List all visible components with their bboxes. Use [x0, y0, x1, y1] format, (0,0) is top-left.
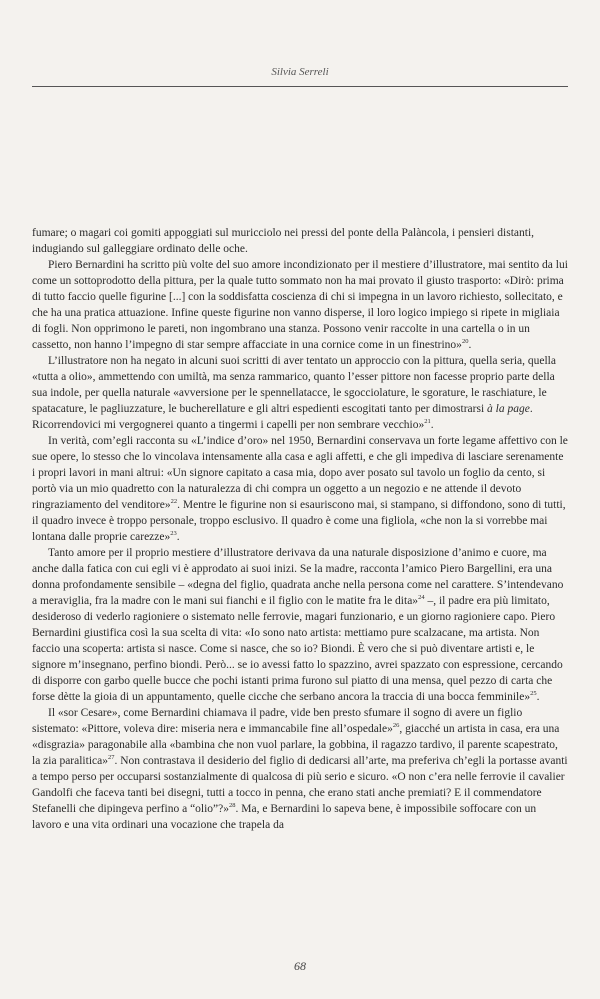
footnote-ref: 27: [107, 754, 115, 762]
text-run: In verità, com’egli racconta su «L’indice d’oro» nel 1950, Bernardini conservava un forte legame affettivo con le sue opere, lo stesso che lo vincolava intensamente alla casa e agli affetti, e che gli impediva di lasciare serenamente i propri lavori in mani altrui: «Un signore capitato a casa mia, dopo aver posato sul tavolo un foglio da cento, si portò via un mio quadretto con la naturalezza di chi compra un oggetto a un negozio e ne attende il devoto ringraziamento del venditore»: [32, 435, 568, 511]
paragraph: [32, 705, 568, 833]
text-run: . Non contrastava il desiderio del figlio di dedicarsi all’arte, ma preferiva ch’egli la portasse avanti a tempo perso per occuparsi sostanzialmente di qualcosa di più serio e sicuro. «O non c’era nelle ferrovie il cavalier Gandolfi che faceva tanti bei disegni, tutti a tocco in penna, che erano stati anche premiati? E il commendatore Stefanelli che dipingeva perfino a “olio”?»: [32, 755, 568, 815]
paragraph: [32, 433, 568, 545]
footnote-ref: 24: [418, 594, 425, 602]
text-run: .: [430, 419, 434, 431]
text-run: . Ma, e Bernardini lo sapeva bene, è impossibile soffocare con un lavoro e una vita ordinari una vocazione che trapela da: [32, 803, 537, 831]
text-run: Tanto amore per il proprio mestiere d’illustratore derivava da una naturale disposizione d’animo e cuore, ma anche dalla fatica con cui egli vi è approdato ai suoi inizi. Se la madre, racconta l’amico Piero Bargellini, era una donna profondamente sensibile – «degna del figlio, quadrata anche nella persona come nel carattere. S’intendevano a meraviglia, fra la madre con le mani sui fianchi e il figlio con le matite fra le dita»: [32, 547, 564, 607]
text-run: .: [176, 531, 180, 543]
text-run: fumare; o magari coi gomiti appoggiati sul muricciolo nei pressi del ponte della Palàncola, i pensieri distanti, indugiando sul galleggiare ordinato delle oche.: [32, 227, 535, 255]
body-text: [32, 225, 568, 833]
page-number: 68: [294, 959, 306, 973]
paragraph: [32, 545, 568, 705]
text-run: Piero Bernardini ha scritto più volte del suo amore incondizionato per il mestiere d’illustratore, mai sentito da lui come un sottoprodotto della pittura, per la quale tutto sommato non ha mai provato il giusto trasporto: «Dirò: prima di tutto faccio quelle figurine [...] con la soddisfatta coscienza di chi si impegna in un lavoro richiesto, sollecitato, e che ha una pratica attuazione. Infine queste figurine non vanno disperse, il loro logico impiego si ripete in migliaia di fogli. Non opprimono le pareti, non ingombrano una stanza. Possono venir raccolte in una cartella o in un cassetto, non hanno l’impegno di star sempre affacciate in una cornice come in un finestrino»: [32, 259, 568, 351]
paragraph: [32, 353, 568, 433]
text-run: .: [536, 691, 540, 703]
running-header: Silvia Serreli: [271, 66, 329, 78]
text-run: –, il padre era più limitato, desideroso di vederlo ragioniere o sistemato nelle ferrovie, magari funzionario, e un giorno ragioniere capo. Piero Bernardini giustifica così la sua scelta di vita: «Io sono nato artista: mettiamo pure scalzacane, ma artista. Non faccio una scoperta: artista si nasce. Come si nasce, che so io? Biondi. È vero che si può diventare artisti e, le signore m’insegnano, perfino biondi. Però... se io avessi fatto lo spazzino, avrei spazzato con espressione, cercando di disporre con garbo quelle bucce che pochi istanti prima furono sul piatto di una mensa, quel pezzo di carta che forse dètte la gioia di un appuntamento, quelle cicche che serbano ancora la traccia di una bocca femminile»: [32, 595, 563, 703]
text-run: .: [468, 339, 472, 351]
text-run: L’illustratore non ha negato in alcuni suoi scritti di aver tentato un approccio con la pittura, quella seria, quella «tutta a olio», ammettendo con umiltà, ma senza rammarico, quanto l’esser pittore non facesse proprio parte della sua indole, per quella naturale «avversione per le spennellatacce, le sgocciolature, le sgorature, le raschiature, le spatacature, le pagliuzzature, le bucherellature e gli altri espedienti escogitati tanto per dimostrarsi: [32, 355, 556, 415]
footnote-ref: 22: [170, 498, 178, 506]
footnote-ref: 20: [461, 338, 469, 346]
text-run: , giacché un artista in casa, era una «disgrazia» paragonabile alla «bambina che non vuol parlare, la gobbina, il ragazzo tardivo, il parente scapestrato, la zia paralitica»: [32, 723, 560, 767]
footnote-ref: 26: [392, 722, 400, 730]
italic-phrase: à la page: [487, 403, 530, 415]
paragraph: [32, 225, 568, 257]
paragraph: [32, 257, 568, 353]
text-run: Il «sor Cesare», come Bernardini chiamava il padre, vide ben presto sfumare il sogno di avere un figlio sistemato: «Pittore, voleva dire: miseria nera e immancabile fine all’ospedale»: [32, 707, 523, 735]
footnote-ref: 28: [229, 802, 236, 810]
header-rule: [32, 86, 568, 87]
footnote-ref: 23: [170, 530, 177, 538]
footnote-ref: 21: [424, 418, 431, 426]
text-run: . Ricorrendovici mi vergognerei quanto a tingermi i capelli per non sembrare vecchio»: [32, 403, 533, 431]
text-run: . Mentre le figurine non si esauriscono mai, si stampano, si diffondono, sono di tutti, il quadro invece è troppo personale, troppo esclusivo. Il quadro è come una figliola, «che non la si vorrebbe mai lontana dalle proprie carezze»: [32, 499, 566, 543]
footnote-ref: 25: [530, 690, 537, 698]
